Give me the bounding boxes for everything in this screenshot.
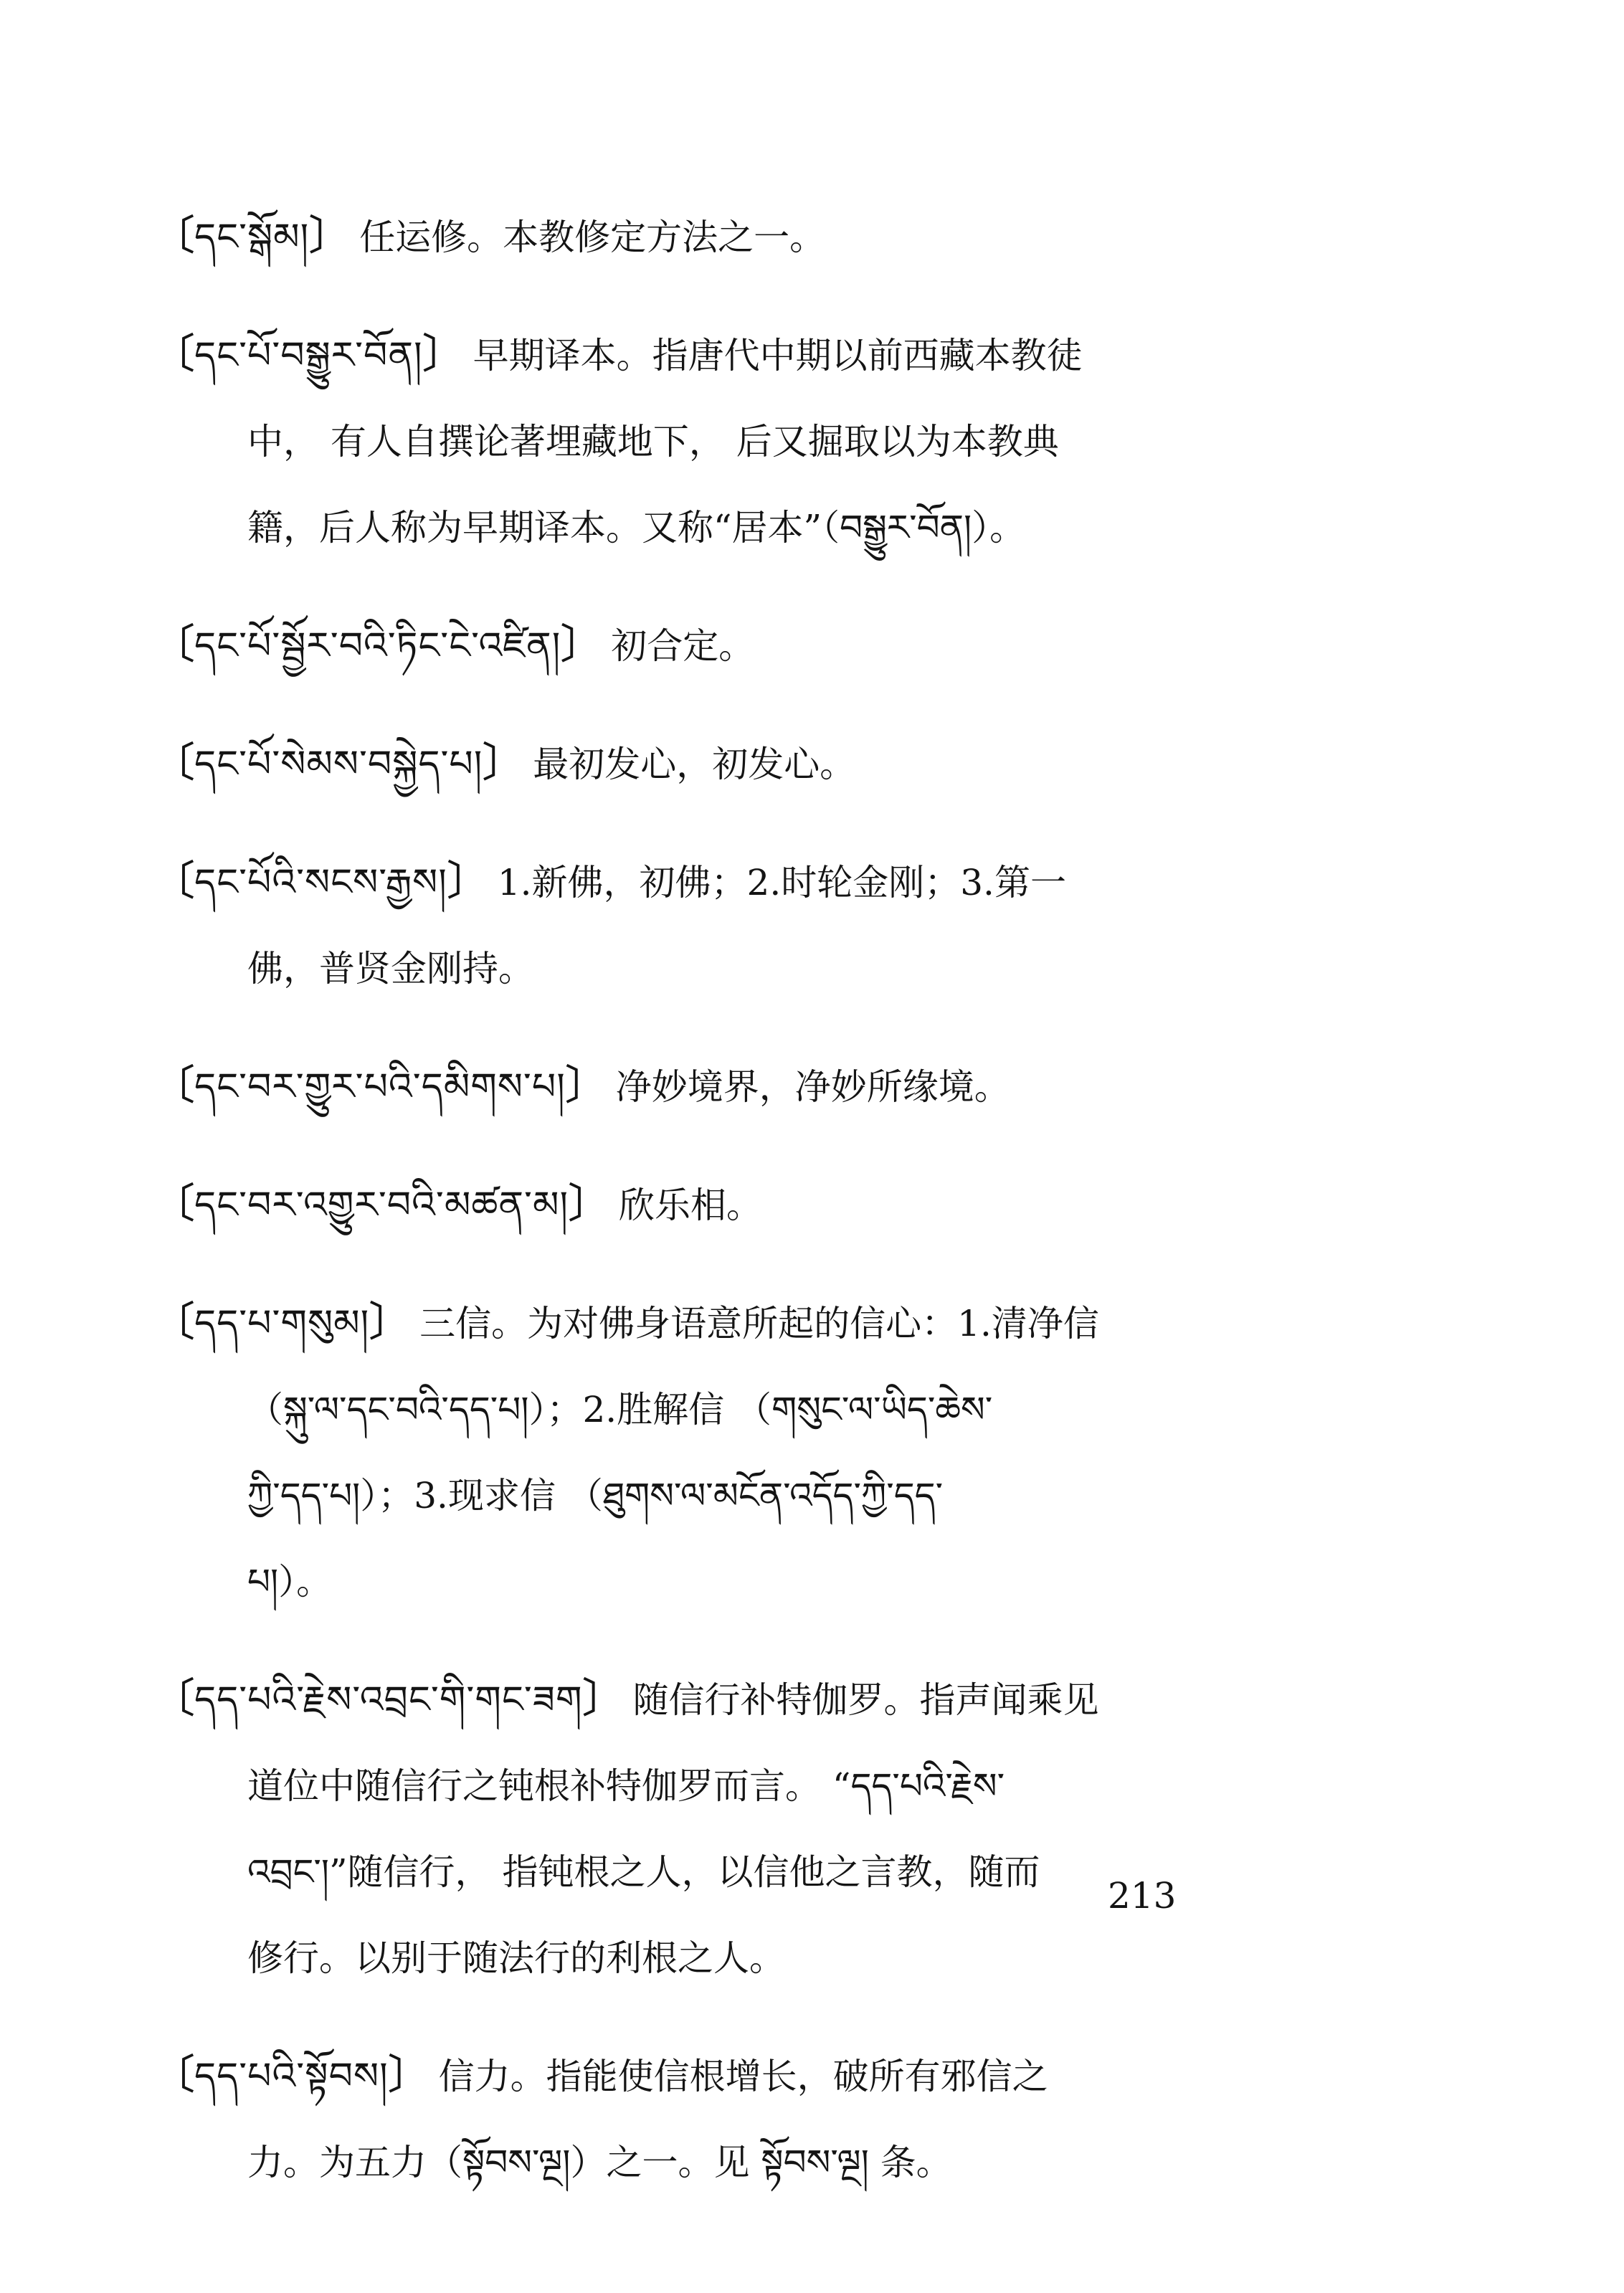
dictionary-entry: 〔དང་སྒོམ།〕 任运修。本教修定方法之一。 [154, 213, 826, 260]
entry-continuation: 籍，后人称为早期译本。又称“居本”（བསྒྱུར་བོན།）。 [247, 507, 1026, 549]
entry-definition: 随信行补特伽罗。指声闻乘见 [632, 1679, 1099, 1721]
dictionary-entry: 〔དང་པོ་སྦྱོར་བའི་ཏིང་ངེ་འཛིན།〕 初合定。 [154, 622, 755, 668]
entry-continuation: འབྲང་།”随信行， 指钝根之人，以信他之言教，随而 [247, 1851, 1040, 1893]
entry-headword: དང་པོ་སེམས་བསྐྱེད་པ། [194, 743, 483, 786]
entry-headword: དང་པོ་བསྒྱུར་བོན། [194, 334, 423, 377]
dictionary-entry: 〔དང་བར་གྱུར་པའི་དམིགས་པ།〕 净妙境界，净妙所缘境。 [154, 1063, 1010, 1109]
entry-headword: དང་བར་འགྱུར་བའི་མཚན་མ། [194, 1184, 569, 1227]
dictionary-entry: 〔དང་པོའི་སངས་རྒྱས།〕 1.新佛，初佛；2.时轮金刚；3.第一 佛，普贤金刚持。 [154, 839, 1258, 1012]
entry-continuation: 修行。以别于随法行的利根之人。 [247, 1937, 785, 1979]
dictionary-entry: 〔དད་པའི་རྗེས་འབྲང་གི་གང་ཟག〕 随信行补特伽罗。指声闻乘见 道位中随信行之钝根补特伽罗而言。 “དད་པའི་རྗེས་ འབྲང་།”随信行， 指钝根之人，以信他之言教，随而 修行。以别于随法行的利根之人。 [154, 1656, 1258, 2001]
dictionary-entry: 〔དད་པའི་སྟོབས།〕 信力。指能使信根增长，破所有邪信之 力。为五力（སྟོབས་ལྔ།）之一。见 སྟོབས་ལྔ། 条。 [154, 2033, 1258, 2206]
entry-definition: 信力。指能使信根增长，破所有邪信之 [438, 2056, 1048, 2097]
entry-definition: 早期译本。指唐代中期以前西藏本教徒 [473, 335, 1083, 376]
dictionary-entry: 〔དང་བར་འགྱུར་བའི་མཚན་མ།〕 欣乐相。 [154, 1181, 762, 1228]
entry-continuation: 道位中随信行之钝根补特伽罗而言。 “དད་པའི་རྗེས་ [247, 1765, 1005, 1807]
entry-definition: 净妙境界，净妙所缘境。 [615, 1066, 1010, 1108]
entry-definition: 最初发心，初发心。 [533, 744, 856, 785]
entry-headword: དད་པ་གསུམ། [194, 1302, 370, 1345]
entry-continuation: 力。为五力（སྟོབས་ལྔ།）之一。见 སྟོབས་ལྔ། 条。 [247, 2142, 952, 2183]
dictionary-entry: 〔དང་པོ་བསྒྱུར་བོན།〕 早期译本。指唐代中期以前西藏本教徒 中， 有人自撰论著埋藏地下， 后又掘取以为本教典 籍，后人称为早期译本。又称“居本”（བསྒྱུར་བོན།）。 [154, 312, 1258, 571]
entry-headword: དད་པའི་རྗེས་འབྲང་གི་གང་ཟག [194, 1679, 583, 1722]
entry-list [154, 194, 1258, 2237]
entry-continuation: 佛，普贤金刚持。 [247, 948, 534, 989]
entry-definition: 欣乐相。 [619, 1185, 762, 1226]
entry-definition: 任运修。本教修定方法之一。 [359, 217, 826, 258]
dictionary-entry: 〔དང་པོ་སེམས་བསྐྱེད་པ།〕 最初发心，初发心。 [154, 740, 856, 787]
dictionary-entry: 〔དད་པ་གསུམ།〕 三信。为对佛身语意所起的信心：1.清净信 （སྐུ་ལ་དང་བའི་དད་པ།）；2.胜解信 （གསུང་ལ་ཡིད་ཆེས་ ཀྱི་དད་པ།）；3.现求信 （ཐུགས་ལ་མངོན་འདོད་ཀྱི་དད་ པ།）。 [154, 1280, 1258, 1625]
entry-continuation: ཀྱི་དད་པ།）；3.现求信 （ཐུགས་ལ་མངོན་འདོད་ཀྱི་དད་ [247, 1475, 944, 1516]
entry-headword: དང་བར་གྱུར་པའི་དམིགས་པ། [194, 1065, 566, 1108]
entry-headword: དང་པོའི་སངས་རྒྱས། [194, 861, 447, 904]
entry-definition: 1.新佛，初佛；2.时轮金刚；3.第一 [497, 862, 1066, 903]
entry-continuation: 中， 有人自撰论著埋藏地下， 后又掘取以为本教典 [247, 421, 1059, 462]
entry-headword: དད་པའི་སྟོབས། [194, 2055, 389, 2098]
entry-headword: དང་པོ་སྦྱོར་བའི་ཏིང་ངེ་འཛིན། [194, 625, 561, 668]
entry-definition: 三信。为对佛身语意所起的信心：1.清净信 [419, 1303, 1099, 1344]
entry-continuation: པ།）。 [247, 1561, 333, 1603]
page-number: 213 [1108, 1875, 1177, 1917]
entry-continuation: （སྐུ་ལ་དང་བའི་དད་པ།）；2.胜解信 （གསུང་ལ་ཡིད་ཆེས་ [247, 1389, 993, 1430]
entry-definition: 初合定。 [611, 625, 755, 667]
entry-headword: དང་སྒོམ། [194, 216, 310, 259]
